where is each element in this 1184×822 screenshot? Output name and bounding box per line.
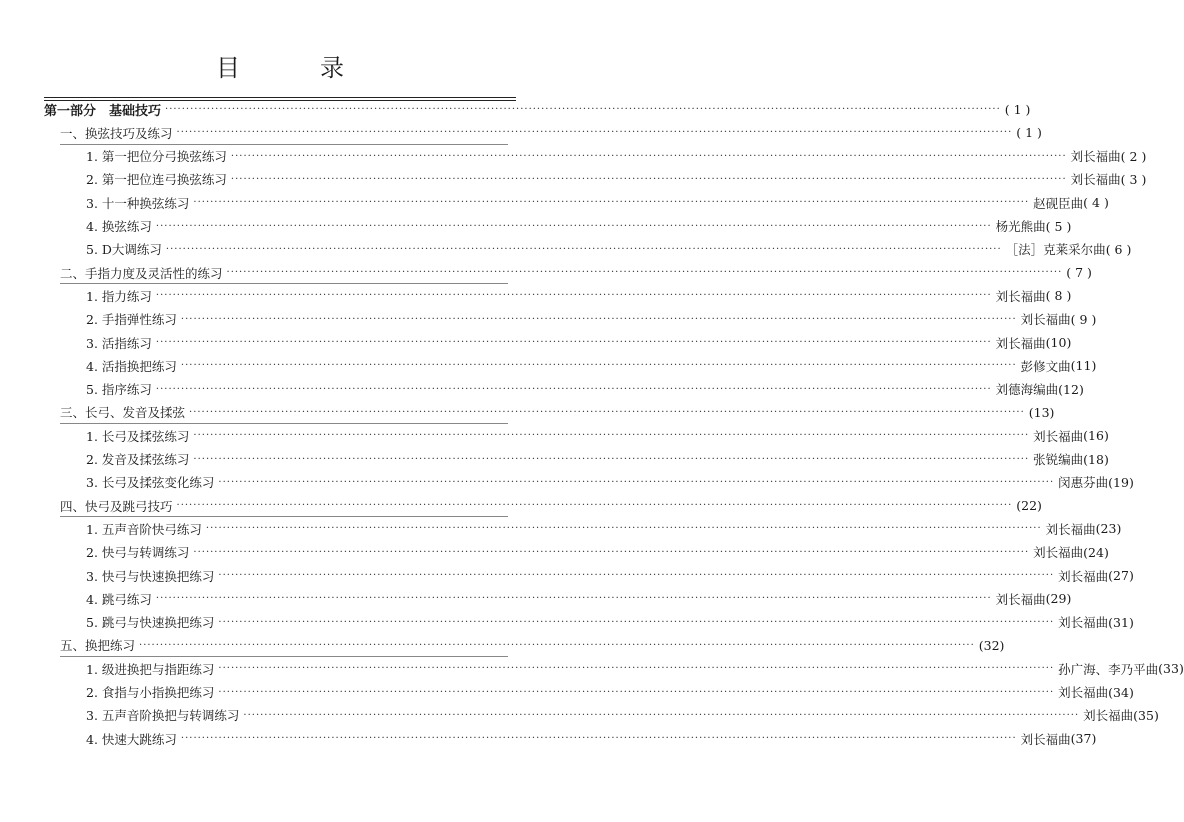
toc-entry-item[interactable] [0,727,1097,750]
toc-entry-page: (22) [1016,498,1042,514]
toc-entry-item[interactable] [0,168,1147,191]
toc-entry-item[interactable] [0,704,1159,727]
toc-entry-author: 赵砚臣曲 [1033,195,1084,211]
toc-entry-label: 1. 五声音阶快弓练习 [86,521,202,537]
toc-entry-item[interactable] [0,145,1147,168]
toc-entry-label: 3. 长弓及揉弦变化练习 [86,475,215,491]
toc-entry-author: 刘长福曲 [1020,731,1071,747]
dot-leader: ········································································································································································································ [176,127,1013,139]
dot-leader: ········································································································································································································ [155,383,992,395]
toc-entry-author: 闵惠芬曲 [1058,475,1109,491]
toc-entry-item[interactable] [0,424,1109,447]
dot-leader: ········································································································································································································ [155,290,992,302]
toc-entry-item[interactable] [0,564,1134,587]
toc-entry-page: (11) [1070,358,1097,374]
toc-entry-author: 刘长福曲 [1070,172,1121,188]
toc-entry-page: ( 6 ) [1105,241,1132,257]
toc-entry-page: (23) [1095,521,1122,537]
toc-entry-label: 4. 快速大跳练习 [86,731,177,747]
dot-leader: ········································································································································································································ [155,593,992,605]
toc-entry-page: ( 7 ) [1066,265,1092,281]
toc-entry-page: (32) [978,637,1005,653]
toc-entry-label: 二、手指力度及灵活性的练习 [60,265,223,281]
toc-entry-item[interactable] [0,238,1132,261]
toc-entry-page: ( 8 ) [1045,288,1072,304]
toc-entry-page: (37) [1070,731,1097,747]
toc-entry-chapter[interactable] [0,634,1005,657]
toc-entry-page: ( 3 ) [1120,171,1147,187]
toc-entry-page: (13) [1028,404,1055,420]
toc-entry-label: 3. 五声音阶换把与转调练习 [86,708,240,724]
dot-leader: ········································································································································································································ [230,173,1067,185]
toc-entry-label: 1. 长弓及揉弦练习 [86,428,190,444]
toc-entry-label: 1. 级进换把与指距练习 [86,661,215,677]
toc-entry-label: 1. 第一把位分弓换弦练习 [86,149,227,165]
toc-entry-item[interactable] [0,471,1134,494]
dot-leader: ········································································································································································································ [193,453,1030,465]
toc-entry-item[interactable] [0,354,1097,377]
dot-leader: ········································································································································································································ [193,197,1030,209]
toc-entry-item[interactable] [0,331,1072,354]
toc-entry-author: 刘德海编曲 [995,382,1059,398]
toc-entry-author: 孙广海、李乃平曲 [1058,661,1159,677]
toc-entry-item[interactable] [0,657,1184,680]
toc-entry-page: (10) [1045,335,1072,350]
toc-entry-author: 刘长福曲 [995,591,1046,607]
toc-entry-chapter[interactable] [0,261,1092,284]
dot-leader: ········································································································································································································ [180,733,1017,745]
dot-leader: ········································································································································································································ [193,546,1030,558]
toc-entry-author: 杨光熊曲 [995,219,1046,234]
dot-leader: ········································································································································································································ [218,616,1055,628]
toc-entry-page: (16) [1083,428,1109,444]
dot-leader: ········································································································································································································ [218,686,1055,698]
toc-entry-author: 刘长福曲 [1045,521,1096,537]
toc-entry-label: 三、长弓、发音及揉弦 [60,405,186,421]
toc-entry-item[interactable] [0,378,1084,401]
toc-entry-item[interactable] [0,611,1134,634]
toc-entry-part[interactable] [0,98,1031,121]
toc-entry-item[interactable] [0,215,1072,238]
toc-entry-page: (31) [1108,614,1134,630]
dot-leader: ········································································································································································································ [230,150,1067,162]
toc-entry-author: 刘长福曲 [1020,312,1071,328]
toc-entry-label: 3. 十一种换弦练习 [86,195,190,211]
toc-entry-label: 3. 活指练习 [86,335,152,351]
dot-leader: ········································································································································································································ [155,220,992,232]
toc-entry-author: 张锐编曲 [1033,452,1084,467]
toc-entry-author: 刘长福曲 [1033,428,1084,444]
toc-entry-label: 一、换弦技巧及练习 [60,125,173,141]
toc-entry-item[interactable] [0,587,1072,610]
toc-entry-author: 彭修文曲 [1020,358,1071,374]
toc-entry-author: ［法］克莱采尔曲 [1005,242,1106,258]
toc-entry-page: (35) [1133,707,1159,723]
toc-entry-page: (24) [1083,544,1109,560]
toc-entry-page: (27) [1108,568,1134,583]
toc-entry-item[interactable] [0,681,1134,704]
dot-leader: ········································································································································································································ [243,709,1080,721]
dot-leader: ········································································································································································································ [139,639,975,651]
toc-entry-label: 1. 指力练习 [86,288,152,304]
toc-entry-page: ( 2 ) [1120,148,1147,164]
dot-leader: ········································································································································································································ [218,570,1055,581]
dot-leader: ········································································································································································································ [189,406,1025,418]
toc-entry-item[interactable] [0,308,1097,331]
toc-entry-page: ( 9 ) [1070,311,1097,327]
toc-entry-page: ( 1 ) [1016,125,1042,141]
dot-leader: ········································································································································································································ [165,104,1001,115]
toc-entry-label: 5. D大调练习 [86,242,162,258]
dot-leader: ········································································································································································································ [193,430,1030,442]
toc-entry-page: ( 1 ) [1004,102,1031,117]
toc-entry-author: 刘长福曲 [1083,708,1134,724]
toc-entry-page: (33) [1158,661,1184,677]
toc-entry-page: ( 4 ) [1083,195,1109,211]
toc-entry-label: 2. 快弓与转调练习 [86,545,190,561]
toc-entry-page: ( 5 ) [1045,218,1072,234]
dot-leader: ········································································································································································································ [218,476,1055,488]
toc-entry-label: 5. 跳弓与快速换把练习 [86,615,215,631]
toc-entry-author: 刘长福曲 [1070,149,1121,165]
dot-leader: ········································································································································································································ [180,313,1017,325]
toc-entry-author: 刘长福曲 [1058,568,1109,584]
toc-entry-author: 刘长福曲 [995,335,1046,351]
toc-entry-chapter[interactable] [0,121,1042,144]
toc-entry-page: (34) [1108,684,1134,700]
dot-leader: ········································································································································································································ [180,360,1017,372]
toc-entry-page: (29) [1045,591,1072,607]
toc-entry-label: 2. 第一把位连弓换弦练习 [86,172,227,188]
toc-entry-page: (18) [1083,451,1109,467]
dot-leader: ········································································································································································································ [205,523,1042,535]
toc-entry-label: 4. 活指换把练习 [86,358,177,374]
dot-leader: ········································································································································································································ [155,337,992,348]
toc-entry-item[interactable] [0,517,1122,540]
dot-leader: ········································································································································································································ [165,243,1002,255]
toc-entry-item[interactable] [0,448,1109,471]
toc-entry-label: 5. 指序练习 [86,382,152,398]
toc-entry-label: 4. 跳弓练习 [86,591,152,607]
dot-leader: ········································································································································································································ [176,500,1013,512]
dot-leader: ········································································································································································································ [218,663,1055,675]
toc-entry-label: 3. 快弓与快速换把练习 [86,568,215,584]
toc-entry-page: (19) [1108,474,1134,490]
toc-entry-author: 刘长福曲 [995,288,1046,304]
toc-entry-label: 2. 发音及揉弦练习 [86,452,190,467]
toc-entry-label: 2. 食指与小指换把练习 [86,685,215,700]
toc-entry-item[interactable] [0,284,1072,307]
toc-entry-label: 第一部分 基础技巧 [44,104,162,119]
page-title: 目 录 [216,54,372,82]
toc-entry-author: 刘长福曲 [1033,545,1084,561]
toc-entry-chapter[interactable] [0,494,1042,517]
toc-entry-label: 4. 换弦练习 [86,219,152,234]
toc-entry-page: (12) [1058,381,1084,397]
toc-entry-label: 五、换把练习 [60,638,136,654]
toc-entry-item[interactable] [0,191,1109,214]
toc-entry-author: 刘长福曲 [1058,685,1109,700]
toc-entry-label: 四、快弓及跳弓技巧 [60,498,173,514]
toc-entry-item[interactable] [0,541,1109,564]
toc-entry-author: 刘长福曲 [1058,615,1109,631]
toc-entry-label: 2. 手指弹性练习 [86,312,177,328]
dot-leader: ········································································································································································································ [226,267,1063,279]
toc-entry-chapter[interactable] [0,401,1055,424]
